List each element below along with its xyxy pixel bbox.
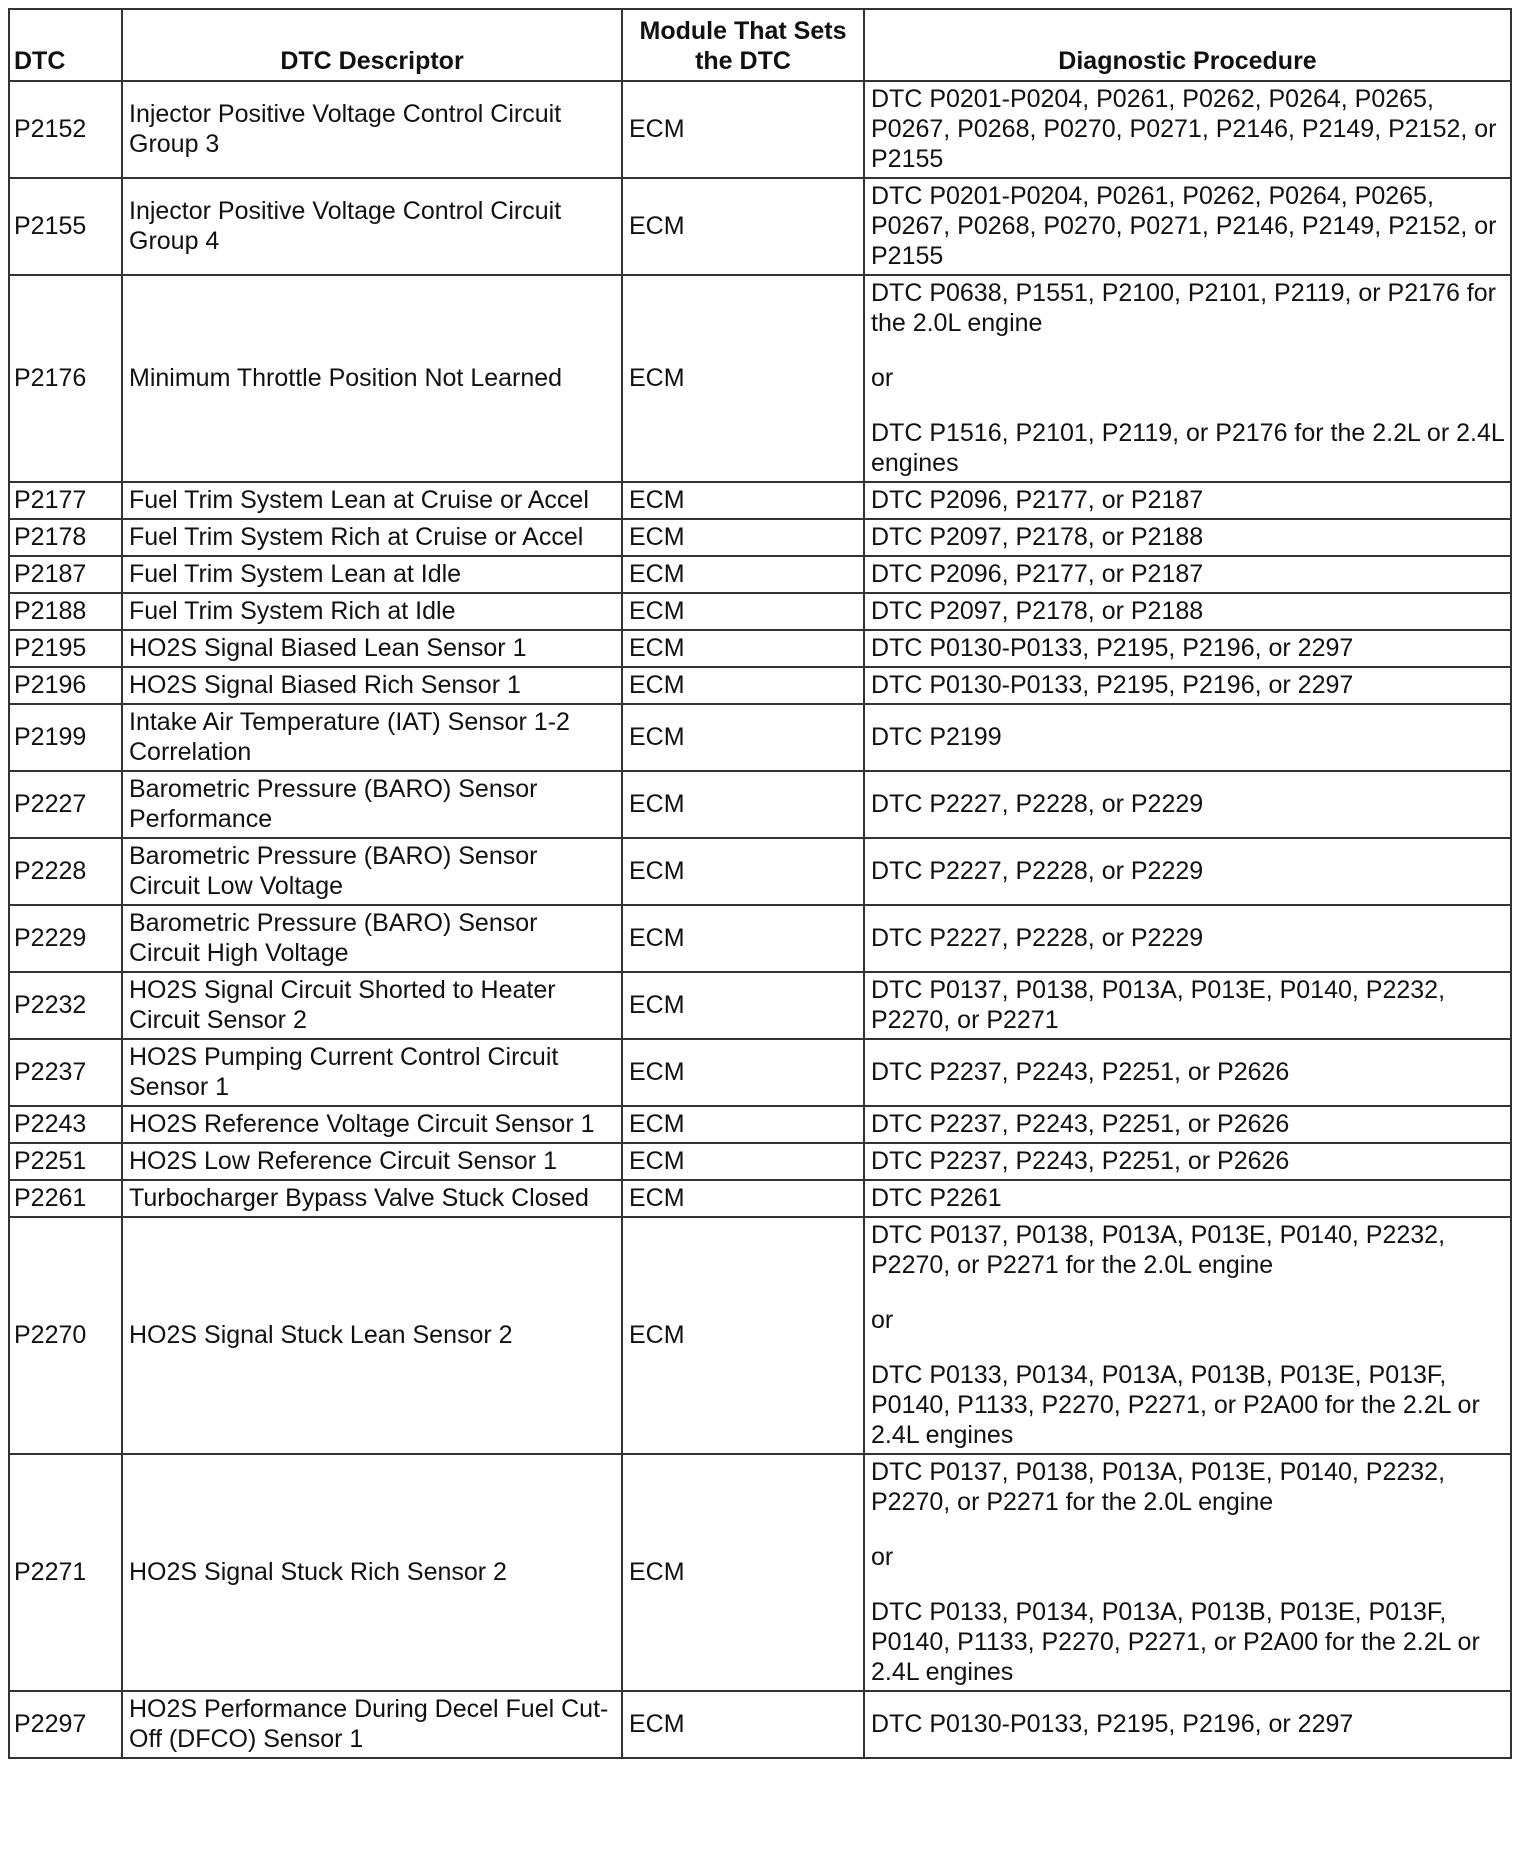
diagnostic-procedure (864, 630, 1511, 667)
procedure-text: DTC P2199 (871, 723, 1002, 751)
dtc-code: P2176 (9, 275, 122, 482)
table-row (9, 556, 1511, 593)
header-module (622, 9, 864, 81)
module-name: ECM (622, 519, 864, 556)
table-row (9, 275, 1511, 482)
procedure-text: DTC P0137, P0138, P013A, P013E, P0140, P2232, P2270, or P2271 for the 2.0L engine (871, 1221, 1446, 1279)
diagnostic-procedure (864, 771, 1511, 838)
module-name: ECM (622, 81, 864, 178)
dtc-descriptor: Barometric Pressure (BARO) Sensor Circuit High Voltage (122, 905, 622, 972)
dtc-code: P2270 (9, 1217, 122, 1454)
header-descriptor: DTC Descriptor (122, 9, 622, 81)
diagnostic-procedure (864, 275, 1511, 482)
procedure-text: DTC P2097, P2178, or P2188 (871, 597, 1204, 625)
procedure-text: or (871, 364, 894, 392)
procedure-text: DTC P2237, P2243, P2251, or P2626 (871, 1147, 1290, 1175)
procedure-spacer (871, 338, 1504, 363)
dtc-descriptor: HO2S Signal Biased Lean Sensor 1 (122, 630, 622, 667)
module-name: ECM (622, 178, 864, 275)
dtc-descriptor: Injector Positive Voltage Control Circuit Group 4 (122, 178, 622, 275)
dtc-code: P2297 (9, 1691, 122, 1758)
module-name: ECM (622, 1454, 864, 1691)
module-name: ECM (622, 771, 864, 838)
procedure-text: or (871, 1306, 894, 1334)
table-row (9, 519, 1511, 556)
dtc-descriptor: Injector Positive Voltage Control Circuit Group 3 (122, 81, 622, 178)
dtc-code: P2196 (9, 667, 122, 704)
dtc-code: P2187 (9, 556, 122, 593)
table-row (9, 1143, 1511, 1180)
diagnostic-procedure (864, 667, 1511, 704)
module-name: ECM (622, 556, 864, 593)
dtc-descriptor: HO2S Signal Stuck Rich Sensor 2 (122, 1454, 622, 1691)
module-name: ECM (622, 275, 864, 482)
dtc-code: P2232 (9, 972, 122, 1039)
module-name: ECM (622, 482, 864, 519)
dtc-descriptor: Fuel Trim System Rich at Cruise or Accel (122, 519, 622, 556)
dtc-descriptor: Fuel Trim System Lean at Cruise or Accel (122, 482, 622, 519)
diagnostic-procedure (864, 1106, 1511, 1143)
procedure-text: DTC P2237, P2243, P2251, or P2626 (871, 1058, 1290, 1086)
module-name: ECM (622, 704, 864, 771)
table-row (9, 838, 1511, 905)
dtc-descriptor: HO2S Reference Voltage Circuit Sensor 1 (122, 1106, 622, 1143)
procedure-text: DTC P0201-P0204, P0261, P0262, P0264, P0265, P0267, P0268, P0270, P0271, P2146, P2149, P2152, or P2155 (871, 182, 1497, 270)
table-row (9, 1217, 1511, 1454)
procedure-spacer (871, 1335, 1504, 1360)
diagnostic-procedure (864, 556, 1511, 593)
diagnostic-procedure (864, 593, 1511, 630)
procedure-text: DTC P0130-P0133, P2195, P2196, or 2297 (871, 1710, 1354, 1738)
module-name: ECM (622, 630, 864, 667)
diagnostic-procedure (864, 1180, 1511, 1217)
table-row (9, 1106, 1511, 1143)
diagnostic-procedure (864, 1454, 1511, 1691)
table-row (9, 1039, 1511, 1106)
module-name: ECM (622, 905, 864, 972)
dtc-code: P2199 (9, 704, 122, 771)
table-row (9, 905, 1511, 972)
table-row (9, 1691, 1511, 1758)
dtc-descriptor: HO2S Signal Circuit Shorted to Heater Circuit Sensor 2 (122, 972, 622, 1039)
dtc-descriptor: HO2S Performance During Decel Fuel Cut-Off (DFCO) Sensor 1 (122, 1691, 622, 1758)
diagnostic-procedure (864, 704, 1511, 771)
dtc-code: P2195 (9, 630, 122, 667)
diagnostic-procedure (864, 482, 1511, 519)
procedure-text: DTC P0137, P0138, P013A, P013E, P0140, P2232, P2270, or P2271 for the 2.0L engine (871, 1458, 1446, 1516)
dtc-table-container (8, 8, 1510, 1759)
procedure-text: DTC P2227, P2228, or P2229 (871, 924, 1204, 952)
procedure-text: DTC P2227, P2228, or P2229 (871, 790, 1204, 818)
dtc-descriptor: HO2S Low Reference Circuit Sensor 1 (122, 1143, 622, 1180)
dtc-code: P2243 (9, 1106, 122, 1143)
table-row (9, 1454, 1511, 1691)
table-row (9, 704, 1511, 771)
module-name: ECM (622, 1106, 864, 1143)
dtc-descriptor: Minimum Throttle Position Not Learned (122, 275, 622, 482)
table-header-row (9, 9, 1511, 81)
dtc-descriptor: HO2S Signal Stuck Lean Sensor 2 (122, 1217, 622, 1454)
dtc-descriptor: Barometric Pressure (BARO) Sensor Circuit Low Voltage (122, 838, 622, 905)
table-row (9, 667, 1511, 704)
module-name: ECM (622, 1143, 864, 1180)
table-row (9, 482, 1511, 519)
diagnostic-procedure (864, 1217, 1511, 1454)
procedure-text: DTC P0133, P0134, P013A, P013B, P013E, P013F, P0140, P1133, P2270, P2271, or P2A00 for the 2.2L or 2.4L engines (871, 1598, 1480, 1686)
diagnostic-procedure (864, 178, 1511, 275)
module-name: ECM (622, 972, 864, 1039)
module-name: ECM (622, 593, 864, 630)
dtc-descriptor: Barometric Pressure (BARO) Sensor Performance (122, 771, 622, 838)
dtc-code: P2152 (9, 81, 122, 178)
dtc-code: P2228 (9, 838, 122, 905)
procedure-text: DTC P2096, P2177, or P2187 (871, 560, 1204, 588)
table-row (9, 81, 1511, 178)
procedure-spacer (871, 1517, 1504, 1542)
dtc-descriptor: Fuel Trim System Rich at Idle (122, 593, 622, 630)
procedure-spacer (871, 1280, 1504, 1305)
dtc-code: P2155 (9, 178, 122, 275)
procedure-text: DTC P0137, P0138, P013A, P013E, P0140, P2232, P2270, or P2271 (871, 976, 1446, 1034)
procedure-text: DTC P2227, P2228, or P2229 (871, 857, 1204, 885)
procedure-text: DTC P2237, P2243, P2251, or P2626 (871, 1110, 1290, 1138)
diagnostic-procedure (864, 81, 1511, 178)
procedure-text: or (871, 1543, 894, 1571)
table-row (9, 972, 1511, 1039)
module-name: ECM (622, 1180, 864, 1217)
procedure-text: DTC P0133, P0134, P013A, P013B, P013E, P013F, P0140, P1133, P2270, P2271, or P2A00 for the 2.2L or 2.4L engines (871, 1361, 1480, 1449)
procedure-text: DTC P1516, P2101, P2119, or P2176 for the 2.2L or 2.4L engines (871, 419, 1504, 477)
dtc-code: P2261 (9, 1180, 122, 1217)
table-row (9, 771, 1511, 838)
dtc-code: P2251 (9, 1143, 122, 1180)
table-row (9, 630, 1511, 667)
dtc-descriptor: Fuel Trim System Lean at Idle (122, 556, 622, 593)
diagnostic-procedure (864, 972, 1511, 1039)
diagnostic-procedure (864, 1143, 1511, 1180)
diagnostic-procedure (864, 905, 1511, 972)
dtc-descriptor: HO2S Pumping Current Control Circuit Sensor 1 (122, 1039, 622, 1106)
dtc-code: P2178 (9, 519, 122, 556)
dtc-table (8, 8, 1512, 1759)
procedure-text: DTC P2261 (871, 1184, 1002, 1212)
module-name: ECM (622, 838, 864, 905)
dtc-code: P2227 (9, 771, 122, 838)
dtc-code: P2229 (9, 905, 122, 972)
header-module-line1: Module That Sets (639, 17, 847, 45)
procedure-spacer (871, 1572, 1504, 1597)
module-name: ECM (622, 1217, 864, 1454)
procedure-text: DTC P0638, P1551, P2100, P2101, P2119, or P2176 for the 2.0L engine (871, 279, 1496, 337)
dtc-code: P2188 (9, 593, 122, 630)
header-dtc: DTC (9, 9, 122, 81)
dtc-code: P2177 (9, 482, 122, 519)
dtc-descriptor: Intake Air Temperature (IAT) Sensor 1-2 Correlation (122, 704, 622, 771)
procedure-text: DTC P0201-P0204, P0261, P0262, P0264, P0265, P0267, P0268, P0270, P0271, P2146, P2149, P2152, or P2155 (871, 85, 1497, 173)
dtc-descriptor: Turbocharger Bypass Valve Stuck Closed (122, 1180, 622, 1217)
dtc-code: P2271 (9, 1454, 122, 1691)
procedure-text: DTC P2096, P2177, or P2187 (871, 486, 1204, 514)
diagnostic-procedure (864, 1039, 1511, 1106)
diagnostic-procedure (864, 1691, 1511, 1758)
module-name: ECM (622, 667, 864, 704)
header-procedure: Diagnostic Procedure (864, 9, 1511, 81)
module-name: ECM (622, 1039, 864, 1106)
diagnostic-procedure (864, 838, 1511, 905)
diagnostic-procedure (864, 519, 1511, 556)
table-body (9, 81, 1511, 1758)
table-row (9, 178, 1511, 275)
procedure-text: DTC P2097, P2178, or P2188 (871, 523, 1204, 551)
procedure-spacer (871, 393, 1504, 418)
procedure-text: DTC P0130-P0133, P2195, P2196, or 2297 (871, 634, 1354, 662)
module-name: ECM (622, 1691, 864, 1758)
dtc-descriptor: HO2S Signal Biased Rich Sensor 1 (122, 667, 622, 704)
table-row (9, 593, 1511, 630)
procedure-text: DTC P0130-P0133, P2195, P2196, or 2297 (871, 671, 1354, 699)
header-module-line2: the DTC (695, 47, 791, 75)
dtc-code: P2237 (9, 1039, 122, 1106)
table-row (9, 1180, 1511, 1217)
